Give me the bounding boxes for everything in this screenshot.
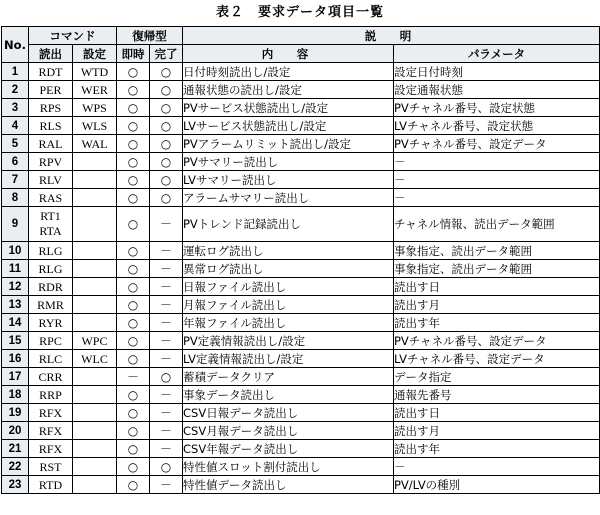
header-content: 内 容: [183, 45, 394, 63]
return-immediate-cell: ○: [117, 404, 150, 422]
table-row: [2, 350, 600, 368]
command-read-cell: RST: [29, 458, 73, 476]
content-cell: CSV月報データ読出し: [183, 422, 394, 440]
row-number: 3: [2, 99, 29, 117]
table-row: [2, 63, 600, 81]
return-immediate-cell: ○: [117, 476, 150, 494]
parameter-cell: 読出す月: [394, 422, 600, 440]
row-number: 6: [2, 153, 29, 171]
return-immediate-cell: ○: [117, 171, 150, 189]
command-set-cell: WER: [73, 81, 117, 99]
header-command-set: 設定: [73, 45, 117, 63]
content-cell: 日付時刻読出し/設定: [183, 63, 394, 81]
content-cell: 特性値データ読出し: [183, 476, 394, 494]
command-read-cell: RLV: [29, 171, 73, 189]
command-set-cell: WPS: [73, 99, 117, 117]
return-complete-cell: －: [150, 404, 183, 422]
command-set-cell: [73, 422, 117, 440]
return-complete-cell: ○: [150, 117, 183, 135]
header-no: No.: [2, 27, 29, 63]
return-immediate-cell: ○: [117, 386, 150, 404]
row-number: 12: [2, 278, 29, 296]
content-cell: LVサービス状態読出し/設定: [183, 117, 394, 135]
return-immediate-cell: ○: [117, 189, 150, 207]
table-row: [2, 404, 600, 422]
command-read-cell: RDR: [29, 278, 73, 296]
requirements-table: [1, 26, 600, 494]
table-row: [2, 81, 600, 99]
return-immediate-cell: ○: [117, 135, 150, 153]
content-cell: PVアラームリミット読出し/設定: [183, 135, 394, 153]
content-cell: CSV日報データ読出し: [183, 404, 394, 422]
return-complete-cell: －: [150, 422, 183, 440]
content-cell: LV定義情報読出し/設定: [183, 350, 394, 368]
row-number: 9: [2, 207, 29, 242]
table-row: [2, 135, 600, 153]
command-set-cell: [73, 314, 117, 332]
parameter-cell: 設定日付時刻: [394, 63, 600, 81]
return-complete-cell: －: [150, 350, 183, 368]
parameter-cell: －: [394, 189, 600, 207]
return-complete-cell: ○: [150, 153, 183, 171]
content-cell: アラームサマリー読出し: [183, 189, 394, 207]
row-number: 2: [2, 81, 29, 99]
command-set-cell: [73, 207, 117, 242]
row-number: 5: [2, 135, 29, 153]
command-read-cell: RMR: [29, 296, 73, 314]
return-complete-cell: ○: [150, 81, 183, 99]
command-read-cell: PER: [29, 81, 73, 99]
table-row: [2, 458, 600, 476]
table-row: [2, 386, 600, 404]
command-set-cell: [73, 368, 117, 386]
command-set-cell: [73, 171, 117, 189]
command-read-cell: RFX: [29, 404, 73, 422]
table-row: [2, 332, 600, 350]
command-read-cell: RPC: [29, 332, 73, 350]
command-read-cell: RFX: [29, 422, 73, 440]
table-row: [2, 207, 600, 242]
table-body: [2, 63, 600, 494]
command-set-cell: [73, 260, 117, 278]
command-set-cell: [73, 296, 117, 314]
content-cell: PV定義情報読出し/設定: [183, 332, 394, 350]
command-set-cell: [73, 153, 117, 171]
table-row: [2, 368, 600, 386]
return-immediate-cell: ○: [117, 440, 150, 458]
header-command: コマンド: [29, 27, 117, 45]
command-set-cell: WPC: [73, 332, 117, 350]
command-read-cell: CRR: [29, 368, 73, 386]
content-cell: 特性値スロット割付読出し: [183, 458, 394, 476]
parameter-cell: LVチャネル番号、設定データ: [394, 350, 600, 368]
row-number: 13: [2, 296, 29, 314]
row-number: 8: [2, 189, 29, 207]
return-complete-cell: －: [150, 242, 183, 260]
command-set-cell: [73, 189, 117, 207]
table-row: [2, 242, 600, 260]
return-immediate-cell: ○: [117, 81, 150, 99]
return-complete-cell: ○: [150, 368, 183, 386]
command-set-cell: [73, 386, 117, 404]
command-read-cell: RRP: [29, 386, 73, 404]
return-immediate-cell: ○: [117, 332, 150, 350]
command-set-cell: WLS: [73, 117, 117, 135]
command-read-code-2: RTA: [39, 224, 62, 238]
return-complete-cell: ○: [150, 171, 183, 189]
command-read-cell: RLC: [29, 350, 73, 368]
parameter-cell: 読出す年: [394, 440, 600, 458]
parameter-cell: 読出す年: [394, 314, 600, 332]
command-read-cell: RLG: [29, 242, 73, 260]
return-immediate-cell: ○: [117, 260, 150, 278]
command-read-cell: RAL: [29, 135, 73, 153]
row-number: 16: [2, 350, 29, 368]
table-row: [2, 260, 600, 278]
header-return-complete: 完了: [150, 45, 183, 63]
table-row: [2, 422, 600, 440]
parameter-cell: PV/LVの種別: [394, 476, 600, 494]
table-row: [2, 476, 600, 494]
command-read-cell: RYR: [29, 314, 73, 332]
command-read-cell: [29, 207, 73, 242]
command-read-cell: RPS: [29, 99, 73, 117]
parameter-cell: 事象指定、読出データ範囲: [394, 242, 600, 260]
return-immediate-cell: ○: [117, 278, 150, 296]
row-number: 15: [2, 332, 29, 350]
return-complete-cell: －: [150, 314, 183, 332]
command-set-cell: WLC: [73, 350, 117, 368]
parameter-cell: －: [394, 171, 600, 189]
content-cell: PVサマリー読出し: [183, 153, 394, 171]
command-set-cell: [73, 404, 117, 422]
command-set-cell: [73, 440, 117, 458]
return-immediate-cell: ○: [117, 458, 150, 476]
row-number: 19: [2, 404, 29, 422]
return-immediate-cell: ○: [117, 242, 150, 260]
table-row: [2, 278, 600, 296]
parameter-cell: 事象指定、読出データ範囲: [394, 260, 600, 278]
table-caption: 表２ 要求データ項目一覧: [215, 5, 384, 20]
parameter-cell: 設定通報状態: [394, 81, 600, 99]
row-number: 4: [2, 117, 29, 135]
content-cell: PVトレンド記録読出し: [183, 207, 394, 242]
parameter-cell: PVチャネル番号、設定データ: [394, 135, 600, 153]
command-set-cell: [73, 458, 117, 476]
row-number: 10: [2, 242, 29, 260]
table-row: [2, 117, 600, 135]
table-row: [2, 189, 600, 207]
content-cell: 事象データ読出し: [183, 386, 394, 404]
return-complete-cell: ○: [150, 189, 183, 207]
return-complete-cell: －: [150, 296, 183, 314]
parameter-cell: 読出す日: [394, 404, 600, 422]
parameter-cell: チャネル情報、読出データ範囲: [394, 207, 600, 242]
command-read-cell: RTD: [29, 476, 73, 494]
row-number: 14: [2, 314, 29, 332]
return-immediate-cell: ○: [117, 350, 150, 368]
parameter-cell: －: [394, 458, 600, 476]
header-return-type: 復帰型: [117, 27, 183, 45]
row-number: 17: [2, 368, 29, 386]
parameter-cell: 読出す日: [394, 278, 600, 296]
parameter-cell: 通報先番号: [394, 386, 600, 404]
command-read-cell: RLS: [29, 117, 73, 135]
return-immediate-cell: ○: [117, 296, 150, 314]
command-read-cell: RLG: [29, 260, 73, 278]
content-cell: 蓄積データクリア: [183, 368, 394, 386]
header-parameter: パラメータ: [394, 45, 600, 63]
content-cell: LVサマリー読出し: [183, 171, 394, 189]
row-number: 11: [2, 260, 29, 278]
content-cell: 運転ログ読出し: [183, 242, 394, 260]
header-command-read: 読出: [29, 45, 73, 63]
content-cell: 日報ファイル読出し: [183, 278, 394, 296]
command-read-code: RT1: [40, 209, 61, 223]
parameter-cell: －: [394, 153, 600, 171]
table-row: [2, 99, 600, 117]
content-cell: CSV年報データ読出し: [183, 440, 394, 458]
return-complete-cell: －: [150, 332, 183, 350]
return-immediate-cell: －: [117, 368, 150, 386]
parameter-cell: 読出す月: [394, 296, 600, 314]
table-row: [2, 314, 600, 332]
content-cell: 通報状態の読出し/設定: [183, 81, 394, 99]
row-number: 7: [2, 171, 29, 189]
row-number: 22: [2, 458, 29, 476]
command-read-cell: RDT: [29, 63, 73, 81]
table-row: [2, 153, 600, 171]
table-row: [2, 440, 600, 458]
content-cell: 月報ファイル読出し: [183, 296, 394, 314]
row-number: 21: [2, 440, 29, 458]
return-immediate-cell: ○: [117, 207, 150, 242]
return-complete-cell: －: [150, 278, 183, 296]
command-read-cell: RFX: [29, 440, 73, 458]
return-complete-cell: ○: [150, 63, 183, 81]
row-number: 18: [2, 386, 29, 404]
return-complete-cell: ○: [150, 135, 183, 153]
command-read-cell: RPV: [29, 153, 73, 171]
content-cell: 異常ログ読出し: [183, 260, 394, 278]
command-set-cell: [73, 476, 117, 494]
return-immediate-cell: ○: [117, 422, 150, 440]
return-complete-cell: －: [150, 476, 183, 494]
header-return-immediate: 即時: [117, 45, 150, 63]
command-set-cell: WTD: [73, 63, 117, 81]
return-immediate-cell: ○: [117, 99, 150, 117]
return-complete-cell: －: [150, 260, 183, 278]
header-explanation: 説 明: [183, 27, 600, 45]
return-immediate-cell: ○: [117, 314, 150, 332]
content-cell: PVサービス状態読出し/設定: [183, 99, 394, 117]
return-immediate-cell: ○: [117, 117, 150, 135]
return-complete-cell: ○: [150, 458, 183, 476]
row-number: 20: [2, 422, 29, 440]
command-set-cell: [73, 242, 117, 260]
return-complete-cell: －: [150, 207, 183, 242]
parameter-cell: LVチャネル番号、設定状態: [394, 117, 600, 135]
return-complete-cell: －: [150, 440, 183, 458]
return-immediate-cell: ○: [117, 63, 150, 81]
row-number: 1: [2, 63, 29, 81]
command-set-cell: WAL: [73, 135, 117, 153]
table-row: [2, 296, 600, 314]
parameter-cell: データ指定: [394, 368, 600, 386]
parameter-cell: PVチャネル番号、設定状態: [394, 99, 600, 117]
content-cell: 年報ファイル読出し: [183, 314, 394, 332]
return-immediate-cell: ○: [117, 153, 150, 171]
return-complete-cell: －: [150, 386, 183, 404]
table-row: [2, 171, 600, 189]
command-read-cell: RAS: [29, 189, 73, 207]
parameter-cell: PVチャネル番号、設定データ: [394, 332, 600, 350]
row-number: 23: [2, 476, 29, 494]
command-set-cell: [73, 278, 117, 296]
return-complete-cell: ○: [150, 99, 183, 117]
